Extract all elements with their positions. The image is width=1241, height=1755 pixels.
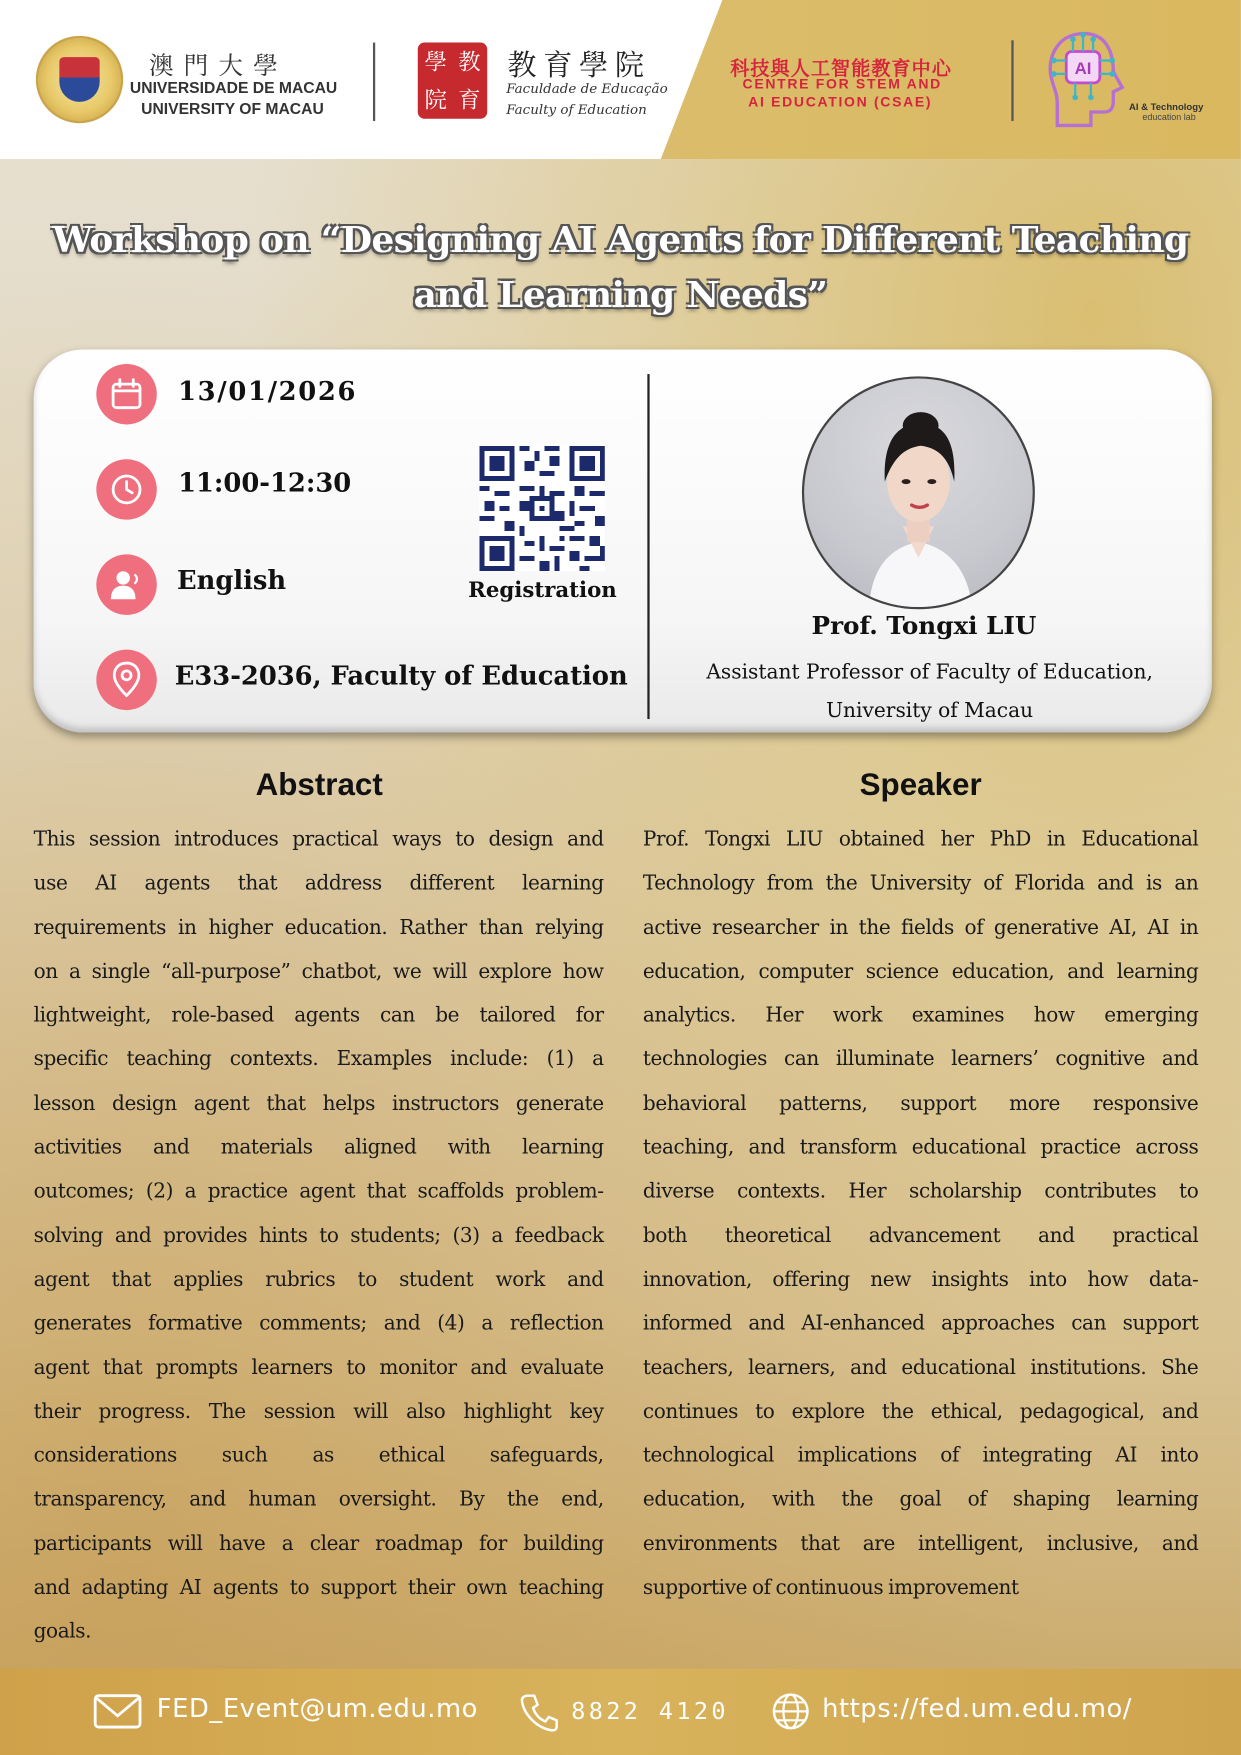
speaker-line: supportive of continuous improvement <box>642 1575 1019 1600</box>
abstract-line: specific teaching contexts. Examples include: (1) a <box>33 1047 604 1072</box>
abstract-line: their progress. The session will also highlight key <box>33 1399 604 1424</box>
event-time: 11:00-12:30 <box>178 468 352 499</box>
speaker-line: environments that are intelligent, inclusive, and <box>642 1531 1199 1556</box>
fed-portuguese-name: Faculdade de Educação <box>506 80 668 97</box>
speaker-line: education, with the goal of shaping learning <box>642 1487 1199 1512</box>
speaker-line: continues to explore the ethical, pedagogical, and <box>642 1399 1199 1424</box>
speaker-line: teachers, learners, and educational institutions. She <box>642 1355 1199 1380</box>
ai-head-logo-icon <box>1042 22 1136 130</box>
registration-label: Registration <box>468 577 617 603</box>
um-seal-logo <box>36 36 123 123</box>
globe-icon <box>768 1689 813 1734</box>
event-language: English <box>176 565 287 596</box>
speaker-heading: Speaker <box>859 767 982 802</box>
speaker-line: behavioral patterns, support more responsive <box>642 1091 1199 1116</box>
abstract-line: This session introduces practical ways to design and <box>33 827 604 852</box>
abstract-line: agent that prompts learners to monitor and evaluate <box>33 1355 604 1380</box>
abstract-heading: Abstract <box>255 767 383 802</box>
abstract-line: generates formative comments; and (4) a reflection <box>33 1311 604 1336</box>
speaker-line: analytics. Her work examines how emerging <box>642 1003 1199 1028</box>
abstract-line: use AI agents that address different learning <box>33 871 604 896</box>
speaker-role <box>672 654 1187 730</box>
csae-english-line1: CENTRE FOR STEM AND <box>742 76 942 92</box>
speaker-photo <box>802 376 1035 609</box>
speaker-bio-text <box>643 818 1199 1610</box>
speaker-role-line-1: Assistant Professor of Faculty of Education, <box>706 660 1153 685</box>
ai-lab-subtitle: education lab <box>1142 112 1196 123</box>
event-venue: E33-2036, Faculty of Education <box>174 660 628 692</box>
calendar-icon <box>96 364 156 424</box>
speaker-role-line-2: University of Macau <box>826 698 1034 723</box>
speaker-line: informed and AI-enhanced approaches can support <box>642 1311 1199 1336</box>
title-line-2: and Learning Needs” <box>413 273 828 316</box>
csae-chinese-name: 科技與人工智能教育中心 <box>730 58 952 81</box>
abstract-line: outcomes; (2) a practice agent that scaffolds problem- <box>33 1179 604 1204</box>
abstract-line: agent that applies rubrics to student work and <box>33 1267 604 1292</box>
person-speaking-icon <box>96 554 156 614</box>
svg-text:AI: AI <box>1074 58 1092 78</box>
abstract-text <box>34 818 604 1654</box>
location-pin-icon <box>96 650 156 710</box>
abstract-line: on a single “all-purpose” chatbot, we will explore how <box>33 959 604 984</box>
abstract-line: activities and materials aligned with learning <box>33 1135 604 1160</box>
um-portuguese-name: UNIVERSIDADE DE MACAU <box>129 78 338 97</box>
abstract-line: lesson design agent that helps instructors generate <box>33 1091 604 1116</box>
um-chinese-name: 澳門大學 <box>148 52 288 81</box>
contact-email[interactable]: FED_Event@um.edu.mo <box>156 1694 478 1724</box>
speaker-name: Prof. Tongxi LIU <box>811 611 1037 641</box>
fed-english-name: Faculty of Education <box>506 101 647 118</box>
um-english-name: UNIVERSITY OF MACAU <box>141 99 324 118</box>
speaker-line: teaching, and transform educational practice across <box>642 1135 1199 1160</box>
abstract-line: goals. <box>33 1619 92 1644</box>
mail-icon <box>92 1689 144 1734</box>
abstract-line: participants will have a clear roadmap for building <box>33 1531 604 1556</box>
header-divider-2 <box>1011 40 1013 121</box>
contact-phone[interactable]: 8822 4120 <box>571 1697 729 1725</box>
event-date: 13/01/2026 <box>178 376 358 407</box>
speaker-line: diverse contexts. Her scholarship contributes to <box>642 1179 1199 1204</box>
speaker-line: Prof. Tongxi LIU obtained her PhD in Educational <box>642 827 1199 852</box>
speaker-line: education, computer science education, and learning <box>642 959 1199 984</box>
abstract-line: requirements in higher education. Rather than relying <box>33 915 604 940</box>
fed-seal-logo: 學 教 院 育 <box>418 43 487 119</box>
speaker-line: technologies can illuminate learners’ cognitive and <box>642 1047 1199 1072</box>
abstract-line: considerations such as ethical safeguards, <box>33 1443 604 1468</box>
ai-lab-title: AI & Technology <box>1128 100 1204 112</box>
card-divider <box>647 374 649 719</box>
fed-chinese-name: 教育學院 <box>507 49 651 83</box>
title-line-1: Workshop on “Designing AI Agents for Different Teaching <box>52 218 1189 261</box>
contact-website[interactable]: https://fed.um.edu.mo/ <box>822 1694 1133 1724</box>
phone-icon <box>519 1689 559 1734</box>
workshop-title <box>22 213 1218 323</box>
abstract-line: solving and provides hints to students; (3) a feedback <box>33 1223 604 1248</box>
speaker-line: innovation, offering new insights into how data- <box>642 1267 1199 1292</box>
speaker-line: Technology from the University of Florida and is an <box>642 871 1199 896</box>
abstract-line: transparency, and human oversight. By the end, <box>33 1487 604 1512</box>
speaker-line: technological implications of integrating AI into <box>642 1443 1199 1468</box>
clock-icon <box>96 459 156 519</box>
csae-english-line2: AI EDUCATION (CSAE) <box>748 94 933 110</box>
abstract-line: lightweight, role-based agents can be tailored for <box>33 1003 604 1028</box>
speaker-line: active researcher in the fields of generative AI, AI in <box>642 915 1199 940</box>
speaker-line: both theoretical advancement and practical <box>642 1223 1199 1248</box>
abstract-line: and adapting AI agents to support their own teaching <box>33 1575 604 1600</box>
header-divider <box>373 43 375 121</box>
registration-qr-code[interactable] <box>479 446 604 571</box>
